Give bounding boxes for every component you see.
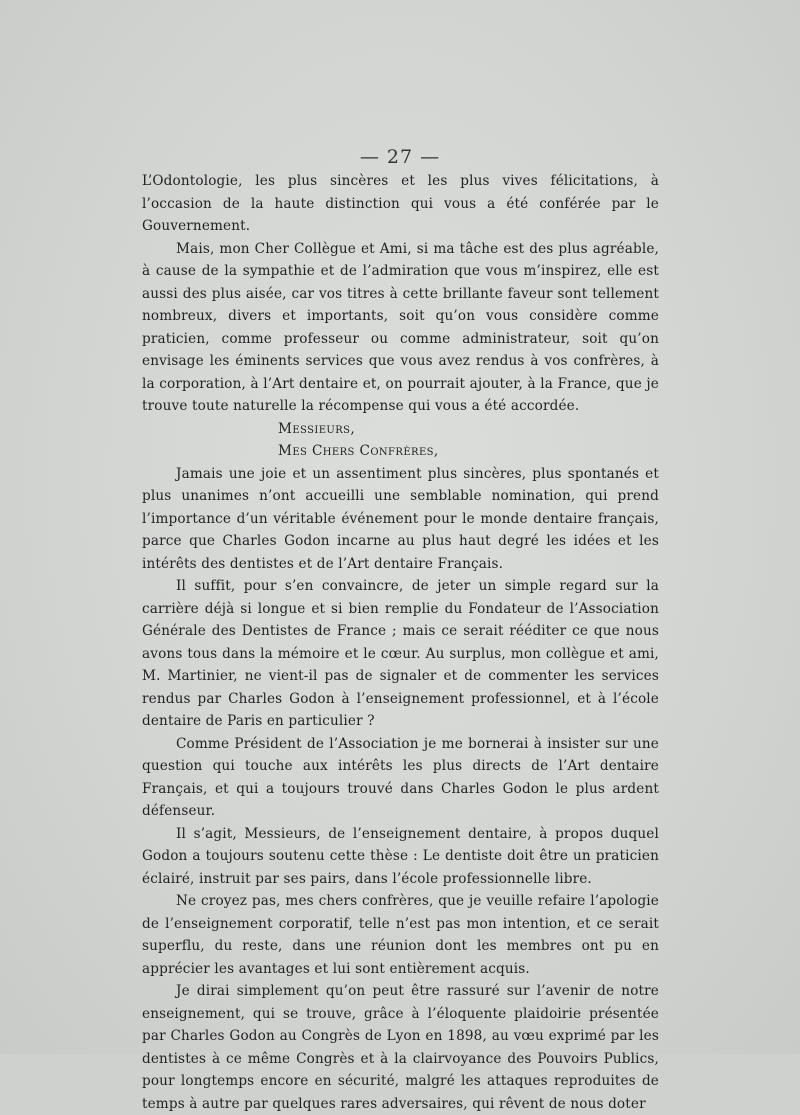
salutation-line: Mes Chers Confrères,	[278, 443, 439, 459]
page-number: — 27 —	[359, 146, 441, 168]
salutation-line: Messieurs,	[278, 420, 356, 437]
paragraph: Je dirai simplement qu’on peut être rassuré sur l’avenir de notre enseignement, qui se trouve, grâce à l’éloquente plaidoirie présentée par Charles Godon au Congrès de Lyon en 1898, au vœu exprimé par les dentistes à ce même Congrès et à la clairvoyance des Pouvoirs Publics, pour longtemps encore en sécurité, malgré les attaques reproduites de temps à autre par quelques rares adversaires, qui rêvent de nous doter	[142, 983, 659, 1112]
paragraph: Mais, mon Cher Collègue et Ami, si ma tâche est des plus agréable, à cause de la sympathie et de l’admiration que vous m’inspirez, elle est aussi des plus aisée, car vos titres à cette brillante faveur sont tellement nombreux, divers et importants, soit qu’on vous considère comme praticien, comme professeur ou comme administrateur, soit qu’on envisage les éminents services que vous avez rendus à vos confrères, à la corporation, à l’Art dentaire et, on pourrait ajouter, à la France, que je trouve toute naturelle la récompense qui vous a été accordée.	[142, 240, 659, 414]
paragraph: Jamais une joie et un assentiment plus sincères, plus spontanés et plus unanimes n’ont accueilli une semblable nomination, qui prend l’importance d’un véritable événement pour le monde dentaire français, parce que Charles Godon incarne au plus haut degré les idées et les intérêts des dentistes et de l’Art dentaire Français.	[142, 465, 659, 572]
paragraph: Comme Président de l’Association je me bornerai à insister sur une question qui touche aux intérêts les plus directs de l’Art dentaire Français, et qui a toujours trouvé dans Charles Godon le plus ardent défenseur.	[142, 735, 659, 819]
paragraph: Il suffit, pour s’en convaincre, de jeter un simple regard sur la carrière déjà si longue et si bien remplie du Fondateur de l’Association Générale des Dentistes de France ; mais ce serait rééditer ce que nous avons tous dans la mémoire et le cœur. Au surplus, mon collègue et ami, M. Martinier, ne vient-il pas de signaler et de commenter les services rendus par Charles Godon à l’enseignement professionnel, et à l’école dentaire de Paris en particulier ?	[142, 578, 659, 729]
paragraph: L’Odontologie, les plus sincères et les plus vives félicitations, à l’occasion de la haute distinction qui vous a été conférée par le Gouvernement.	[142, 173, 659, 234]
body-text	[142, 170, 659, 1115]
paragraph: Ne croyez pas, mes chers confrères, que je veuille refaire l’apologie de l’enseignement corporatif, telle n’est pas mon intention, et ce serait superflu, du reste, dans une réunion dont les membres ont pu en apprécier les avantages et lui sont entièrement acquis.	[142, 893, 659, 977]
paragraph: Il s’agit, Messieurs, de l’enseignement dentaire, à propos duquel Godon a toujours soutenu cette thèse : Le dentiste doit être un praticien éclairé, instruit par ses pairs, dans l’école professionnelle libre.	[142, 825, 659, 887]
